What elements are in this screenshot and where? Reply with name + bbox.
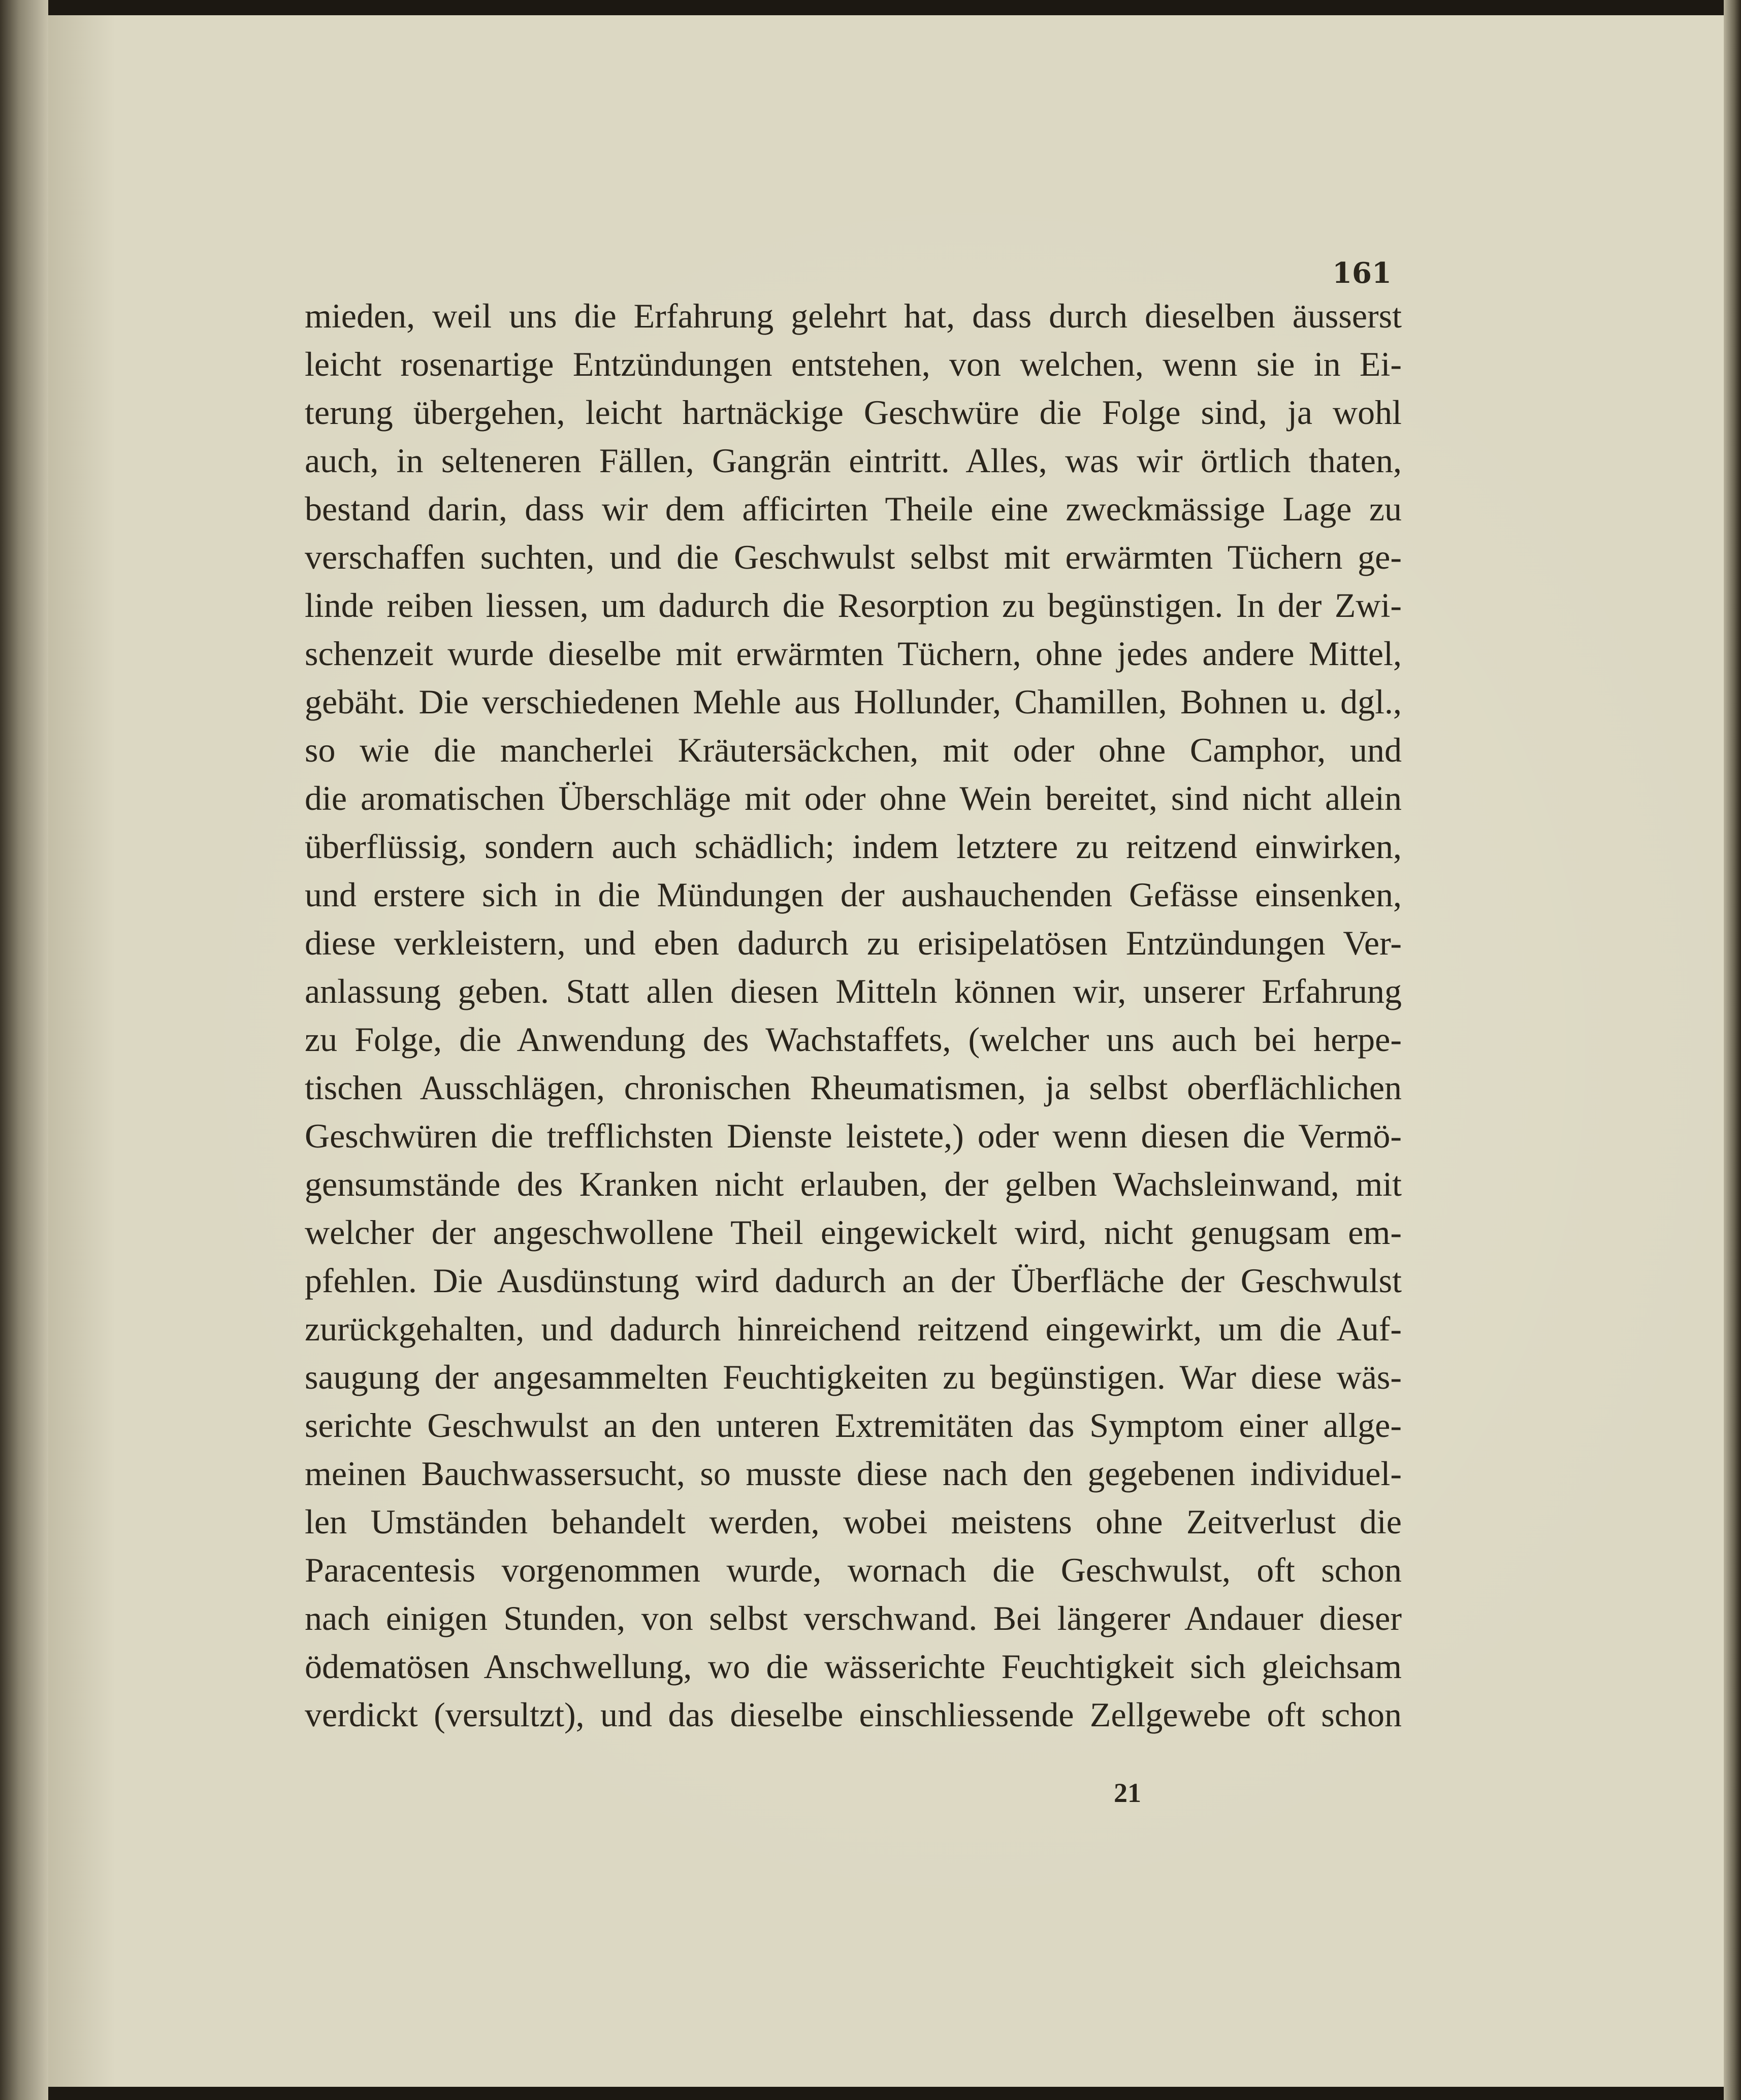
text-line: serichte Geschwulst an den unteren Extremitäten das Symptom einer allge- (305, 1406, 1402, 1445)
text-line: mieden, weil uns die Erfahrung gelehrt hat, dass durch dieselben äusserst (305, 297, 1402, 335)
text-line: len Umständen behandelt werden, wobei meistens ohne Zeitverlust die (305, 1502, 1402, 1541)
text-line: leicht rosenartige Entzündungen entstehen, von welchen, wenn sie in Ei- (305, 345, 1402, 383)
text-line: die aromatischen Überschläge mit oder ohne Wein bereitet, sind nicht allein (305, 779, 1402, 817)
page-right-edge (1724, 0, 1741, 2100)
text-line: bestand darin, dass wir dem afficirten Theile eine zweckmässige Lage zu (305, 489, 1402, 528)
text-line: Paracentesis vorgenommen wurde, wornach die Geschwulst, oft schon (305, 1551, 1402, 1589)
body-text (305, 292, 1402, 1739)
text-line: diese verkleistern, und eben dadurch zu erisipelatösen Entzündungen Ver- (305, 924, 1402, 962)
text-line: zurückgehalten, und dadurch hinreichend reitzend eingewirkt, um die Auf- (305, 1309, 1402, 1348)
text-line: saugung der angesammelten Feuchtigkeiten zu begünstigen. War diese wäs- (305, 1358, 1402, 1396)
page-number: 161 (1332, 256, 1392, 290)
text-line: Geschwüren die trefflichsten Dienste leistete,) oder wenn diesen die Vermö- (305, 1117, 1402, 1155)
text-line: und erstere sich in die Mündungen der aushauchenden Gefässe einsenken, (305, 875, 1402, 914)
text-line: auch, in selteneren Fällen, Gangrän eintritt. Alles, was wir örtlich thaten, (305, 441, 1402, 480)
text-line: gebäht. Die verschiedenen Mehle aus Hollunder, Chamillen, Bohnen u. dgl., (305, 682, 1402, 721)
text-line: überflüssig, sondern auch schädlich; indem letztere zu reitzend einwirken, (305, 827, 1402, 866)
previous-page-edge (0, 0, 48, 2100)
text-line: nach einigen Stunden, von selbst verschwand. Bei längerer Andauer dieser (305, 1599, 1402, 1637)
text-line: so wie die mancherlei Kräutersäckchen, mit oder ohne Camphor, und (305, 731, 1402, 769)
text-line: schenzeit wurde dieselbe mit erwärmten Tüchern, ohne jedes andere Mittel, (305, 634, 1402, 673)
text-line: ödematösen Anschwellung, wo die wässerichte Feuchtigkeit sich gleichsam (305, 1647, 1402, 1686)
signature-mark: 21 (1114, 1778, 1141, 1808)
text-line: terung übergehen, leicht hartnäckige Geschwüre die Folge sind, ja wohl (305, 393, 1402, 432)
text-line: anlassung geben. Statt allen diesen Mitteln können wir, unserer Erfahrung (305, 972, 1402, 1010)
text-line: gensumstände des Kranken nicht erlauben, der gelben Wachsleinwand, mit (305, 1165, 1402, 1203)
text-line: verdickt (versultzt), und das dieselbe einschliessende Zellgewebe oft schon (305, 1695, 1402, 1734)
text-line: tischen Ausschlägen, chronischen Rheumatismen, ja selbst oberflächlichen (305, 1068, 1402, 1107)
text-line: verschaffen suchten, und die Geschwulst selbst mit erwärmten Tüchern ge- (305, 538, 1402, 576)
text-line: meinen Bauchwassersucht, so musste diese nach den gegebenen individuel- (305, 1454, 1402, 1493)
text-line: linde reiben liessen, um dadurch die Resorption zu begünstigen. In der Zwi- (305, 586, 1402, 625)
text-line: zu Folge, die Anwendung des Wachstaffets, (welcher uns auch bei herpe- (305, 1020, 1402, 1059)
text-line: pfehlen. Die Ausdünstung wird dadurch an der Überfläche der Geschwulst (305, 1261, 1402, 1300)
text-line: welcher der angeschwollene Theil eingewickelt wird, nicht genugsam em- (305, 1213, 1402, 1252)
